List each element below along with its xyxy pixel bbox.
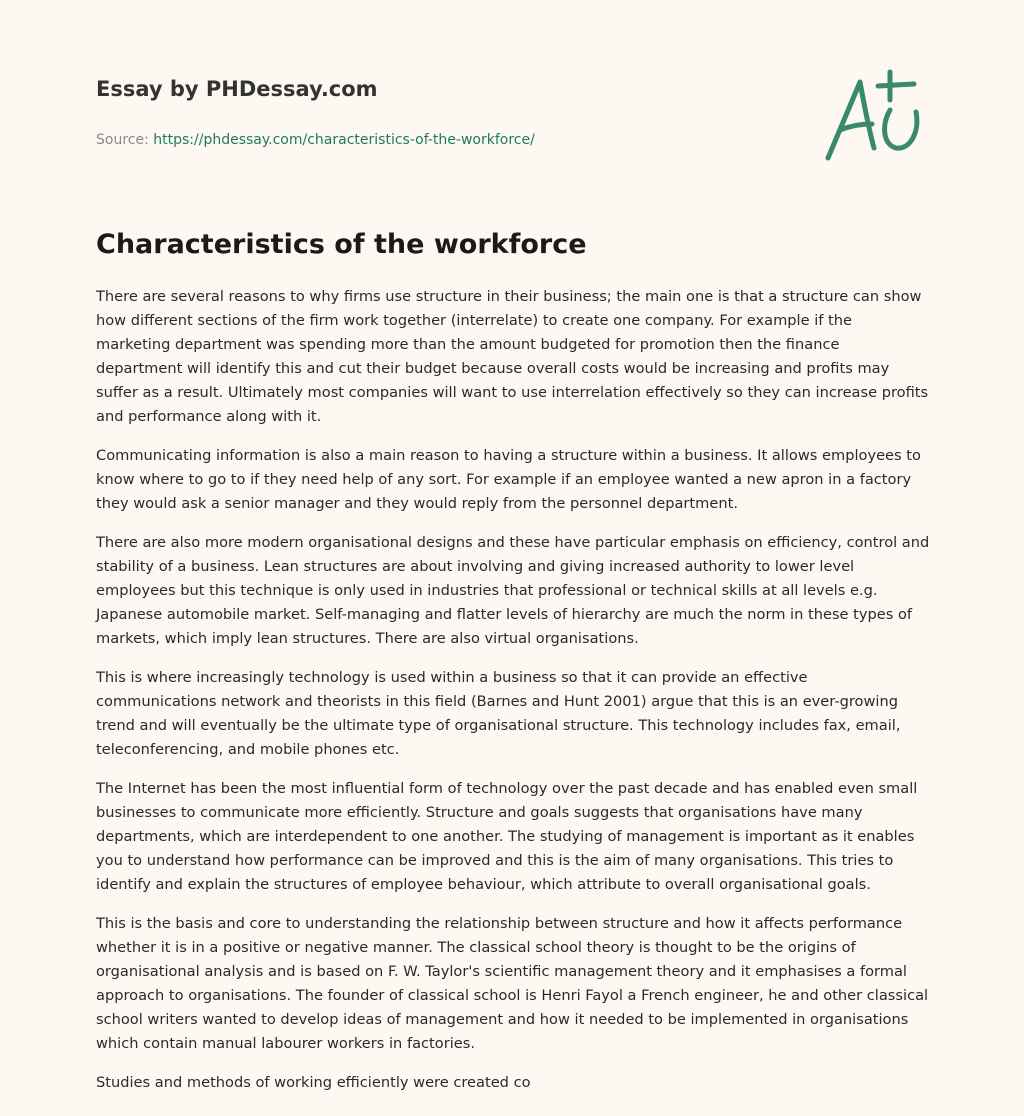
paragraph: There are also more modern organisational designs and these have particular emphasis on efficiency, control and stability of a business. Lean structures are about involving and giving increased authority to lower level employees but this technique is only used in industries that professional or technical skills at all levels e.g. Japanese automobile market. Self-managing and flatter levels of hierarchy are much the norm in these types of markets, which imply lean structures. There are also virtual organisations. [96,534,930,647]
paragraph: The Internet has been the most influential form of technology over the past decade and has enabled even small businesses to communicate more efficiently. Structure and goals suggests that organisations have many departments, which are interdependent to one another. The studying of management is important as it enables you to understand how performance can be improved and this is the aim of many organisations. This tries to identify and explain the structures of employee behaviour, which attribute to overall organisational goals. [96,780,918,893]
paragraph: Communicating information is also a main reason to having a structure within a business. It allows employees to know where to go to if they need help of any sort. For example if an employee wanted a new apron in a factory they would ask a senior manager and they would reply from the personnel department. [96,447,921,512]
source-line [96,130,796,150]
article-body [96,285,930,1110]
paragraph: This is the basis and core to understanding the relationship between structure and how it affects performance whether it is in a positive or negative manner. The classical school theory is thought to be the origins of organisational analysis and is based on F. W. Taylor's scientific management theory and it emphasises a formal approach to organisations. The founder of classical school is Henri Fayol a French engineer, he and other classical school writers wanted to develop ideas of management and how it needed to be implemented in organisations which contain manual labourer workers in factories. [96,915,929,1052]
a-plus-grade-icon [816,64,936,168]
article-title: Characteristics of the workforce [96,229,587,260]
source-label: Source: [96,132,149,148]
brand-title: Essay by PHDessay.com [96,77,378,101]
paragraph: This is where increasingly technology is used within a business so that it can provide an effective communications network and theorists in this field (Barnes and Hunt 2001) argue that this is an ever-growing trend and will eventually be the ultimate type of organisational structure. This technology includes fax, email, teleconferencing, and mobile phones etc. [96,669,901,758]
paragraph: Studies and methods of working efficiently were created co [96,1074,531,1091]
paragraph: There are several reasons to why firms use structure in their business; the main one is that a structure can show how different sections of the firm work together (interrelate) to create one company. For example if the marketing department was spending more than the amount budgeted for promotion then the finance department will identify this and cut their budget because overall costs would be increasing and profits may suffer as a result. Ultimately most companies will want to use interrelation effectively so they can increase profits and performance along with it. [96,288,929,425]
page-header [96,72,796,150]
source-link[interactable]: https://phdessay.com/characteristics-of-the-workforce/ [153,132,535,148]
